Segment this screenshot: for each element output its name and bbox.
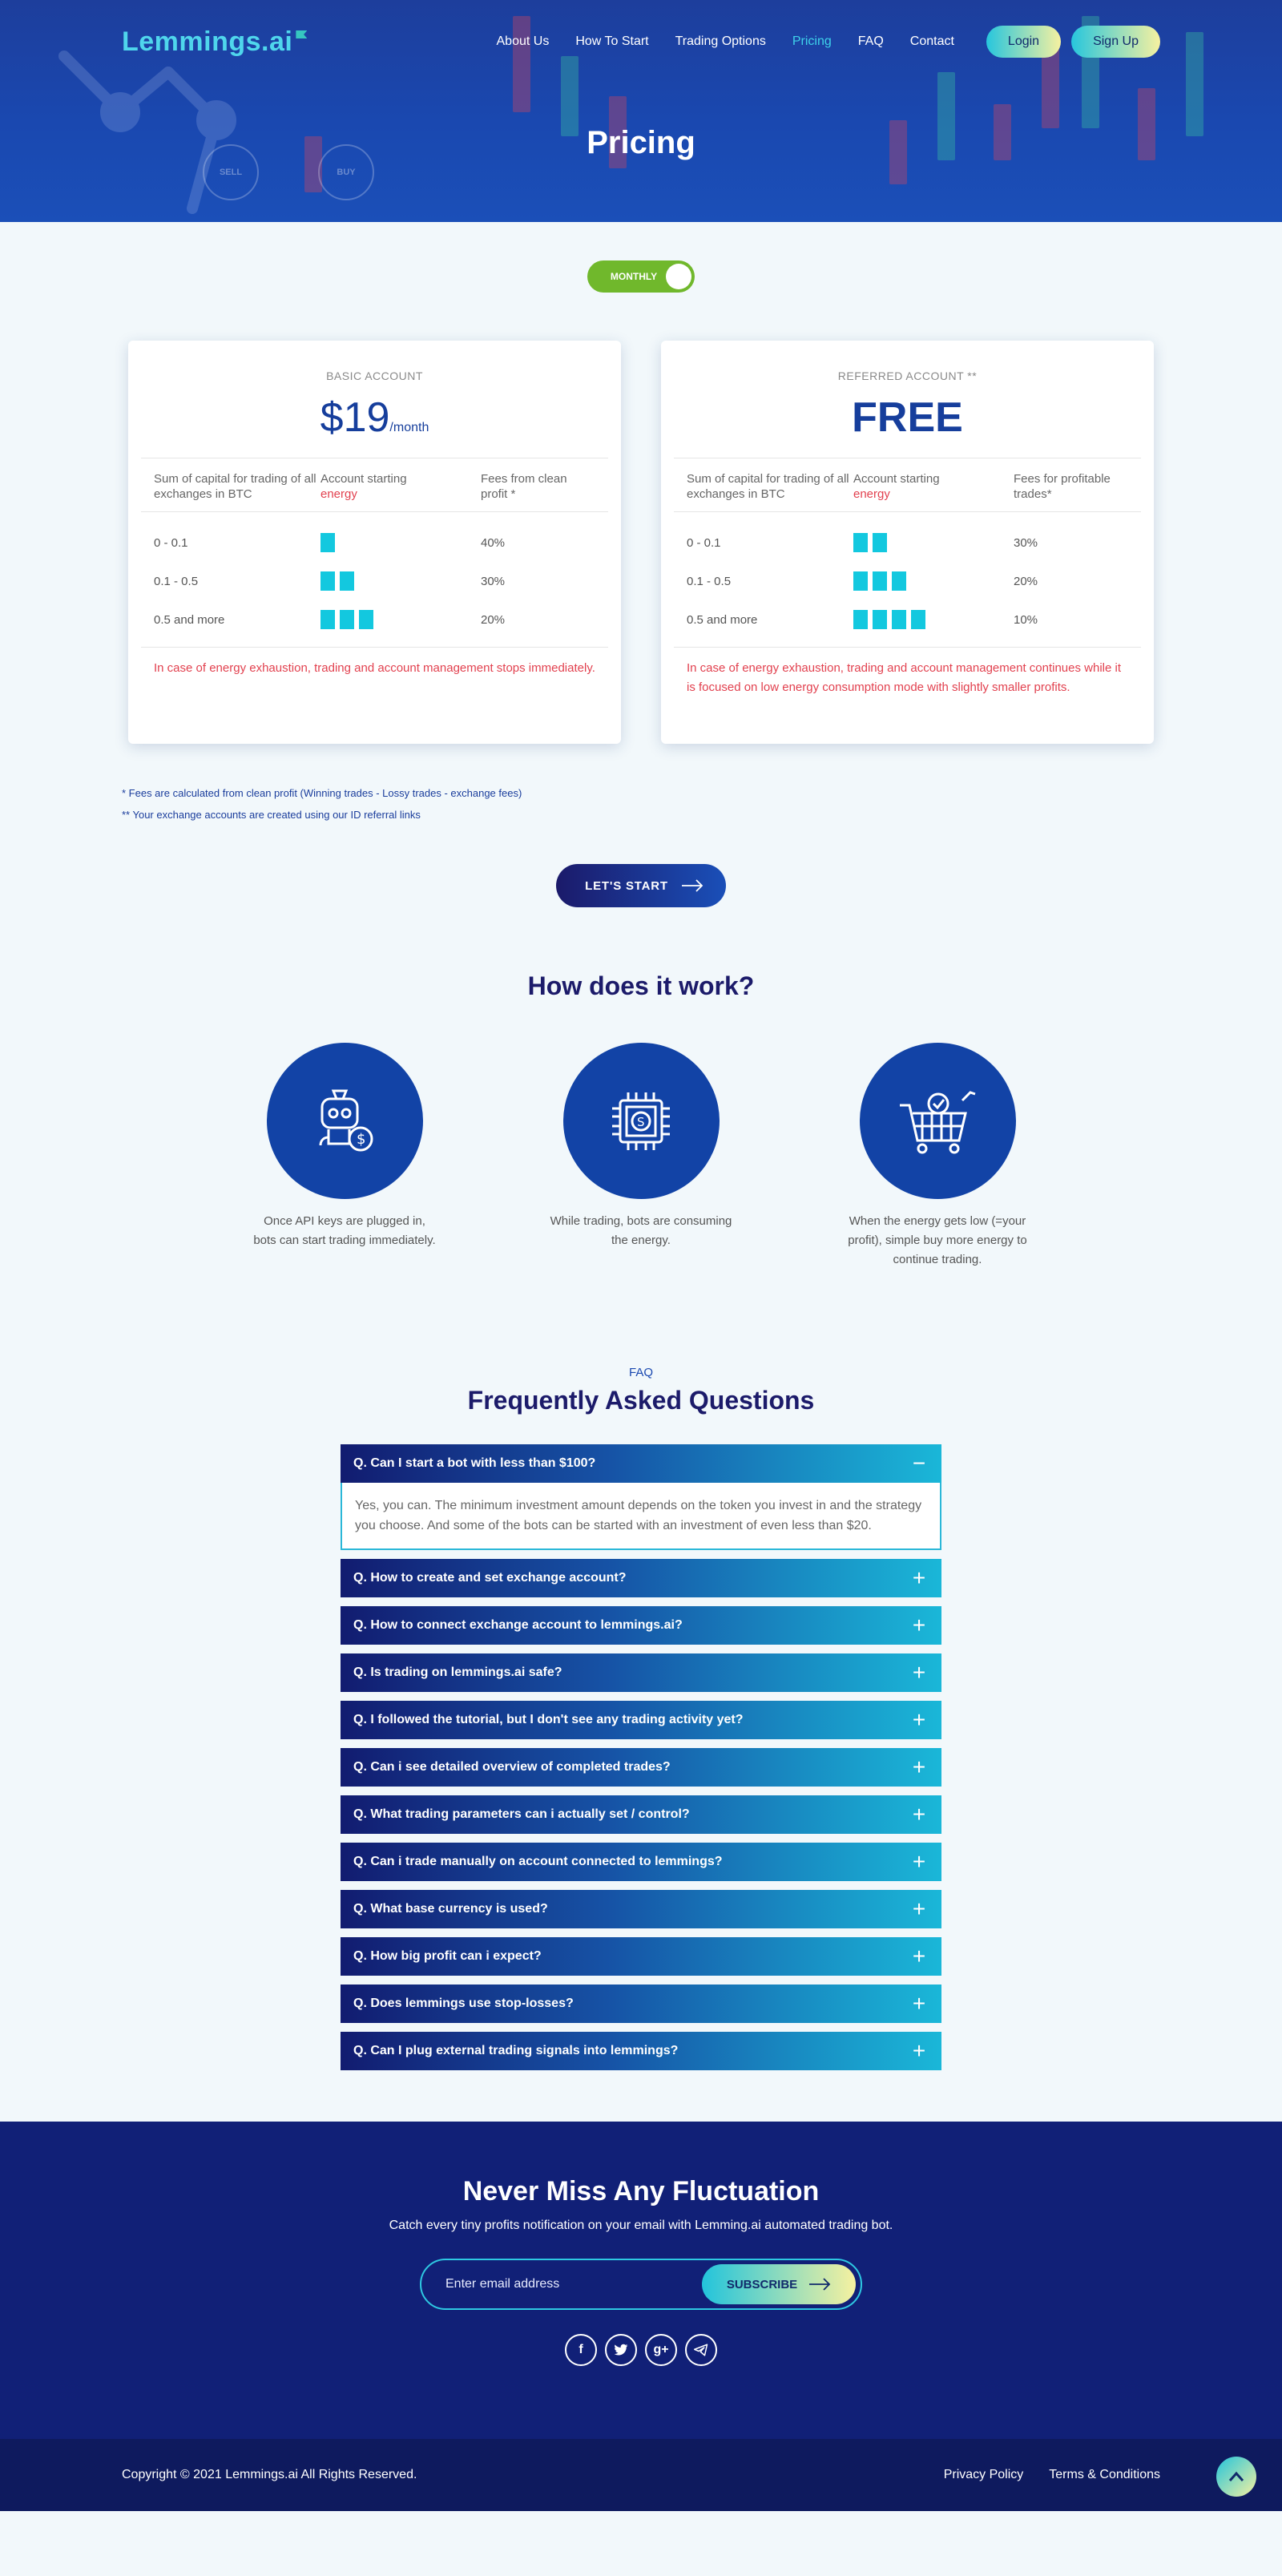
how-it-works-title: How does it work? <box>527 971 755 1000</box>
energy-bars <box>853 571 1014 591</box>
nav-about-us[interactable]: About Us <box>496 34 550 48</box>
cart-check-icon <box>893 1081 982 1161</box>
subscribe-label: SUBSCRIBE <box>726 2277 798 2291</box>
plus-icon: + <box>912 1565 926 1590</box>
faq-question[interactable] <box>341 1559 941 1597</box>
nav-faq[interactable]: FAQ <box>857 34 884 48</box>
billing-toggle[interactable] <box>587 260 695 293</box>
logo-text: Lemmings.ai <box>122 26 293 57</box>
newsletter-subtitle: Catch every tiny profits notification on your email with Lemming.ai automated trading bot. <box>389 2219 893 2232</box>
capital-range: 0.1 - 0.5 <box>154 574 199 588</box>
toggle-label: MONTHLY <box>610 271 658 282</box>
plus-icon: + <box>912 2038 926 2063</box>
sell-chip: SELL <box>203 144 259 200</box>
arrow-right-icon <box>808 2278 831 2291</box>
scroll-to-top-button[interactable] <box>1216 2457 1256 2497</box>
energy-bar <box>873 533 887 552</box>
capital-range: 0 - 0.1 <box>687 535 721 550</box>
plus-icon: + <box>912 1707 926 1732</box>
col-fees-header: Fees from clean profit * <box>481 472 567 501</box>
energy-bar <box>873 610 887 629</box>
energy-bars <box>853 533 1014 552</box>
energy-bar <box>359 610 373 629</box>
faq-question[interactable] <box>341 1890 941 1928</box>
col-capital-header: Sum of capital for trading of all exchanges in BTC <box>687 472 849 501</box>
footer-links <box>944 2468 1160 2482</box>
lets-start-button[interactable] <box>556 864 726 907</box>
fee-value: 20% <box>481 612 506 627</box>
nav-trading-options[interactable]: Trading Options <box>675 34 766 48</box>
footnote-referral: ** Your exchange accounts are created using our ID referral links <box>122 809 421 821</box>
energy-bar <box>320 610 335 629</box>
energy-bar <box>853 610 868 629</box>
faq-question-text: Q. How to create and set exchange account? <box>353 1571 627 1585</box>
newsletter-section <box>0 2122 1282 2439</box>
cta-label: LET'S START <box>585 878 668 893</box>
energy-bar <box>340 610 354 629</box>
plan-label: REFERRED ACCOUNT ** <box>837 369 978 382</box>
twitter-icon[interactable] <box>605 2334 637 2366</box>
telegram-icon[interactable] <box>685 2334 717 2366</box>
step-circle <box>860 1043 1016 1199</box>
energy-bar <box>892 610 906 629</box>
faq-question-text: Q. I followed the tutorial, but I don't see any trading activity yet? <box>353 1713 744 1726</box>
step-item <box>252 1043 437 1270</box>
pricing-card-basic <box>128 341 621 744</box>
col-energy-header: Account starting energy <box>853 472 940 501</box>
faq-question-text: Q. Can I plug external trading signals into lemmings? <box>353 2044 679 2057</box>
faq-question[interactable] <box>341 1701 941 1739</box>
robot-coin-icon <box>304 1081 385 1161</box>
nav-pricing[interactable]: Pricing <box>792 34 832 48</box>
energy-bars <box>320 571 481 591</box>
faq-question[interactable] <box>341 1444 941 1483</box>
capital-range: 0 - 0.1 <box>154 535 188 550</box>
step-item <box>549 1043 733 1270</box>
toggle-knob <box>666 264 691 289</box>
pricing-footnotes <box>122 782 1160 826</box>
step-text: When the energy gets low (=your profit), simple buy more energy to continue trading. <box>848 1214 1027 1266</box>
faq-question-text: Q. Is trading on lemmings.ai safe? <box>353 1666 562 1679</box>
plan-price: $19/month <box>320 394 429 441</box>
plus-icon: + <box>912 1660 926 1685</box>
login-button[interactable]: Login <box>986 26 1061 58</box>
energy-bar <box>853 533 868 552</box>
plan-table-row <box>154 600 595 639</box>
fee-value: 10% <box>1014 612 1038 627</box>
hero-header <box>0 0 1282 222</box>
plan-table-row <box>687 523 1128 562</box>
energy-bar <box>853 571 868 591</box>
plan-note: In case of energy exhaustion, trading and account management continues while it is focused on low energy consumption mode with slightly smaller profits. <box>687 661 1122 694</box>
faq-question-text: Q. Can i trade manually on account connected to lemmings? <box>353 1855 723 1868</box>
fee-value: 30% <box>1014 535 1038 550</box>
col-fees-header: Fees for profitable trades* <box>1014 472 1111 501</box>
plus-icon: + <box>912 1849 926 1874</box>
plus-icon: + <box>912 1896 926 1921</box>
faq-title: Frequently Asked Questions <box>467 1386 815 1415</box>
energy-bars <box>320 610 481 629</box>
step-circle <box>267 1043 423 1199</box>
plus-icon: + <box>912 1802 926 1827</box>
faq-tag: FAQ <box>628 1366 653 1379</box>
logo[interactable] <box>122 26 307 58</box>
plan-table-header <box>674 458 1141 512</box>
plus-icon: + <box>912 1754 926 1779</box>
energy-bar <box>320 571 335 591</box>
plus-icon: + <box>912 1613 926 1637</box>
page-title: Pricing <box>587 125 695 160</box>
faq-question[interactable] <box>341 1606 941 1645</box>
capital-range: 0.1 - 0.5 <box>687 574 732 588</box>
faq-question[interactable] <box>341 1843 941 1881</box>
step-text: While trading, bots are consuming the energy. <box>550 1214 732 1247</box>
google-plus-icon[interactable]: g+ <box>645 2334 677 2366</box>
faq-question[interactable] <box>341 1937 941 1976</box>
signup-button[interactable]: Sign Up <box>1071 26 1160 58</box>
fee-value: 20% <box>1014 574 1038 588</box>
top-nav <box>122 24 1160 59</box>
energy-bar <box>873 571 887 591</box>
nav-menu <box>470 26 1161 58</box>
energy-bar <box>340 571 354 591</box>
energy-bars <box>853 610 1014 629</box>
step-circle <box>563 1043 720 1199</box>
chevron-up-icon <box>1228 2471 1244 2482</box>
faq-question-text: Q. Can I start a bot with less than $100? <box>353 1456 596 1470</box>
how-steps <box>0 1043 1282 1270</box>
faq-question[interactable] <box>341 2032 941 2070</box>
buy-chip: BUY <box>318 144 374 200</box>
site-footer <box>0 2439 1282 2511</box>
plan-table-header <box>141 458 608 512</box>
capital-range: 0.5 and more <box>154 612 225 627</box>
nav-how-to-start[interactable]: How To Start <box>575 34 649 48</box>
faq-question-text: Q. Can i see detailed overview of completed trades? <box>353 1760 671 1774</box>
copyright: Copyright © 2021 Lemmings.ai All Rights Reserved. <box>122 2468 417 2481</box>
plan-note: In case of energy exhaustion, trading and account management stops immediately. <box>154 661 595 675</box>
faq-question[interactable] <box>341 1984 941 2023</box>
faq-question-text: Q. Does lemmings use stop-losses? <box>353 1997 574 2010</box>
plan-label: BASIC ACCOUNT <box>326 369 423 382</box>
step-text: Once API keys are plugged in, bots can start trading immediately. <box>253 1214 436 1247</box>
plan-table-body <box>141 512 608 648</box>
subscribe-button[interactable] <box>702 2264 856 2304</box>
svg-text:S: S <box>637 1114 645 1129</box>
plan-table-body <box>674 512 1141 648</box>
plan-table-row <box>687 562 1128 600</box>
chip-coin-icon <box>601 1081 681 1161</box>
faq-question[interactable] <box>341 1795 941 1834</box>
faq-question[interactable] <box>341 1653 941 1692</box>
billing-toggle-wrap <box>0 260 1282 293</box>
plan-table-row <box>154 523 595 562</box>
energy-bar <box>911 610 925 629</box>
energy-bars <box>320 533 481 552</box>
faq-question-text: Q. How big profit can i expect? <box>353 1949 542 1963</box>
plan-table-row <box>687 600 1128 639</box>
faq-question-text: Q. How to connect exchange account to lemmings.ai? <box>353 1618 683 1632</box>
pricing-card-referred <box>661 341 1154 744</box>
faq-question-text: Q. What trading parameters can i actually set / control? <box>353 1807 690 1821</box>
newsletter-title: Never Miss Any Fluctuation <box>462 2176 820 2207</box>
plan-table-row <box>154 562 595 600</box>
pricing-cards <box>0 341 1282 744</box>
plan-price: FREE <box>852 394 963 441</box>
capital-range: 0.5 and more <box>687 612 758 627</box>
col-energy-header: Account starting energy <box>320 472 407 501</box>
step-item <box>845 1043 1030 1270</box>
col-capital-header: Sum of capital for trading of all exchanges in BTC <box>154 472 316 501</box>
email-input[interactable] <box>445 2277 702 2291</box>
footnote-fees: * Fees are calculated from clean profit (Winning trades - Lossy trades - exchange fees) <box>122 787 522 799</box>
svg-text:$: $ <box>357 1130 366 1148</box>
faq-question[interactable] <box>341 1748 941 1787</box>
flag-icon <box>296 30 307 38</box>
fee-value: 30% <box>481 574 506 588</box>
arrow-right-icon <box>681 879 703 892</box>
plus-icon: + <box>912 1991 926 2016</box>
minus-icon: − <box>912 1451 926 1476</box>
terms-link[interactable]: Terms & Conditions <box>1049 2468 1160 2481</box>
nav-contact[interactable]: Contact <box>909 34 954 48</box>
subscribe-form <box>420 2259 862 2310</box>
energy-bar <box>320 533 335 552</box>
plus-icon: + <box>912 1944 926 1968</box>
social-links <box>0 2334 1282 2366</box>
fee-value: 40% <box>481 535 506 550</box>
cta-wrap <box>0 864 1282 907</box>
faq-question-text: Q. What base currency is used? <box>353 1902 548 1916</box>
facebook-icon[interactable]: f <box>565 2334 597 2366</box>
privacy-policy-link[interactable]: Privacy Policy <box>943 2468 1024 2481</box>
energy-bar <box>892 571 906 591</box>
faq-list <box>341 1444 941 2070</box>
faq-answer: Yes, you can. The minimum investment amount depends on the token you invest in and the strategy you choose. And some of the bots can be started with an investment of even less than $20. <box>341 1483 941 1550</box>
